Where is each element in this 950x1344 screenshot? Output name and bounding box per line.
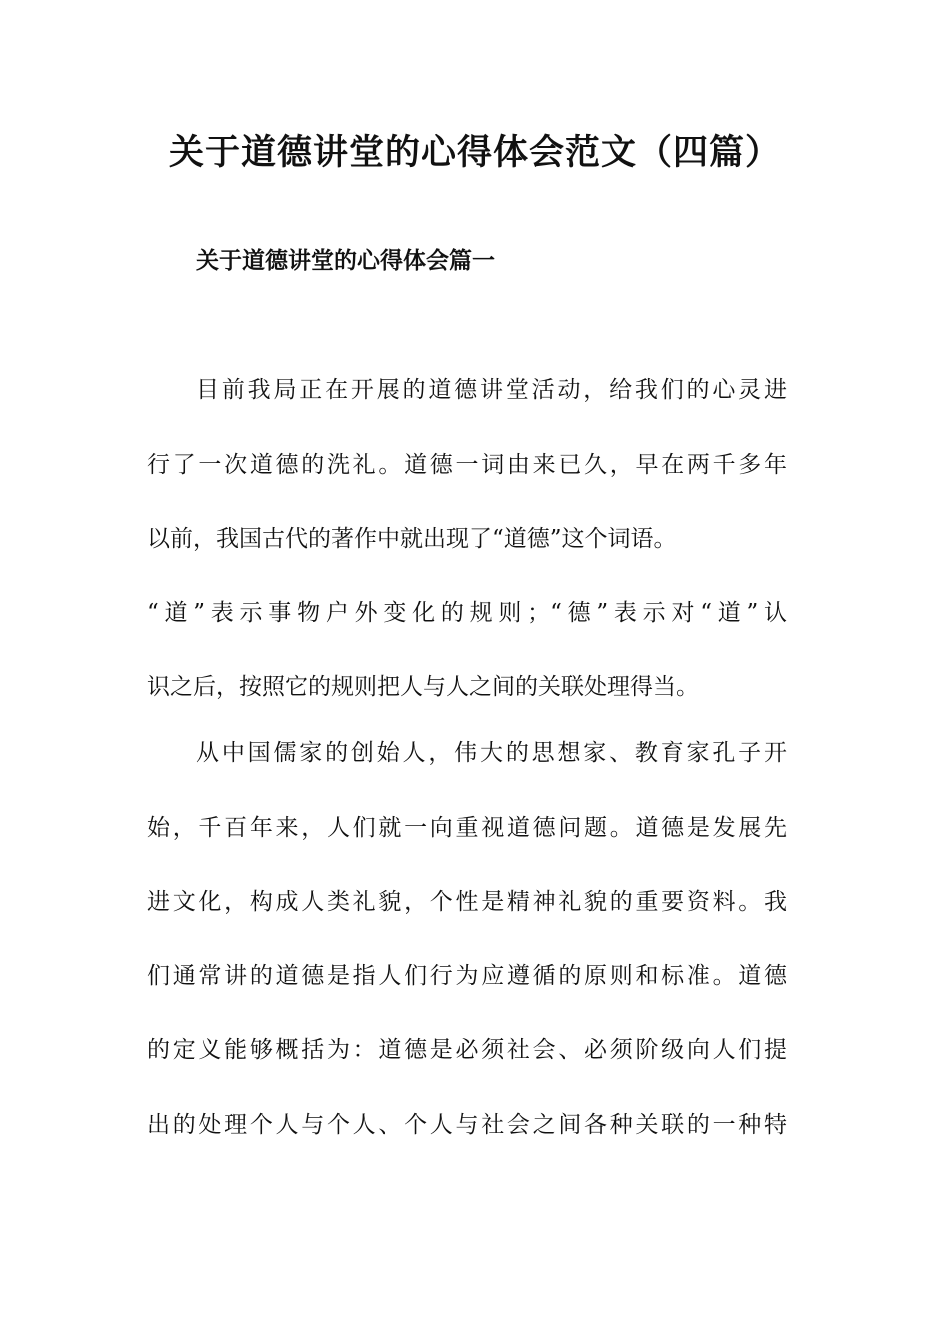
- section-heading: 关于道德讲堂的心得体会篇一: [196, 248, 495, 274]
- paragraph-line: 识之后，按照它的规则把人与人之间的关联处理得当。: [147, 674, 699, 700]
- paragraph-line: 目前我局正在开展的道德讲堂活动，给我们的心灵进: [196, 377, 787, 403]
- paragraph-line: 以前，我国古代的著作中就出现了“道德”这个词语。: [147, 526, 677, 552]
- paragraph-line: 出的处理个人与个人、个人与社会之间各种关联的一种特: [147, 1112, 787, 1138]
- paragraph-line: 的定义能够概括为：道德是必须社会、必须阶级向人们提: [147, 1037, 787, 1063]
- paragraph-line: 们通常讲的道德是指人们行为应遵循的原则和标准。道德: [147, 963, 787, 989]
- paragraph-line: 行了一次道德的洗礼。道德一词由来已久，早在两千多年: [147, 452, 787, 478]
- document-title: 关于道德讲堂的心得体会范文（四篇）: [168, 133, 781, 173]
- paragraph-line: 始，千百年来，人们就一向重视道德问题。道德是发展先: [147, 815, 787, 841]
- paragraph-line: 进文化，构成人类礼貌，个性是精神礼貌的重要资料。我: [147, 889, 787, 915]
- paragraph-line: “道”表示事物户外变化的规则；“德”表示对“道”认: [147, 600, 787, 626]
- paragraph-line: 从中国儒家的创始人，伟大的思想家、教育家孔子开: [196, 740, 787, 766]
